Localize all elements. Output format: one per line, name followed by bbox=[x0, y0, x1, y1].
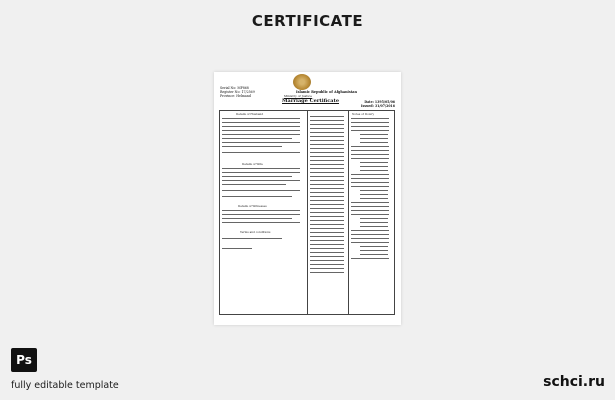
text-line bbox=[360, 194, 388, 195]
register-number: Register No: 17/2569 bbox=[220, 90, 255, 94]
issue-date: Date: 1395/05/06 bbox=[364, 100, 395, 104]
text-line bbox=[360, 226, 388, 227]
text-line bbox=[310, 156, 344, 157]
text-line bbox=[222, 184, 286, 185]
column-divider bbox=[348, 110, 349, 315]
text-line bbox=[360, 190, 388, 191]
text-line bbox=[310, 196, 344, 197]
text-line bbox=[310, 240, 344, 241]
text-line bbox=[222, 196, 292, 197]
text-line bbox=[351, 118, 389, 119]
text-line bbox=[310, 264, 344, 265]
text-line bbox=[310, 180, 344, 181]
section-title: Details of Husband bbox=[236, 112, 264, 116]
text-line bbox=[310, 192, 344, 193]
text-line bbox=[351, 214, 389, 215]
text-line bbox=[222, 218, 292, 219]
text-line bbox=[310, 176, 344, 177]
text-line bbox=[351, 154, 389, 155]
text-line bbox=[310, 160, 344, 161]
meta-right bbox=[361, 100, 395, 108]
text-line bbox=[351, 238, 389, 239]
text-line bbox=[360, 198, 388, 199]
photoshop-icon: Ps bbox=[11, 348, 37, 372]
text-line bbox=[360, 134, 388, 135]
text-line bbox=[222, 134, 300, 135]
text-line bbox=[310, 236, 344, 237]
meta-left bbox=[220, 86, 255, 98]
text-line bbox=[351, 234, 389, 235]
text-line bbox=[351, 146, 389, 147]
text-line bbox=[360, 222, 388, 223]
emblem-seal-icon bbox=[293, 74, 311, 90]
text-line bbox=[360, 254, 388, 255]
serial-number: Serial No: MP868 bbox=[220, 86, 249, 90]
text-line bbox=[222, 138, 292, 139]
text-line bbox=[222, 118, 300, 119]
text-line bbox=[360, 250, 388, 251]
text-line bbox=[310, 172, 344, 173]
section-title: Details of Witnesses bbox=[238, 204, 267, 208]
text-line bbox=[351, 258, 389, 259]
text-line bbox=[351, 126, 389, 127]
caption: fully editable template bbox=[11, 380, 119, 391]
text-line bbox=[310, 204, 344, 205]
text-line bbox=[222, 146, 282, 147]
text-line bbox=[360, 170, 388, 171]
text-line bbox=[351, 122, 389, 123]
text-line bbox=[360, 138, 388, 139]
text-line bbox=[310, 256, 344, 257]
text-line bbox=[351, 210, 389, 211]
text-line bbox=[310, 144, 344, 145]
text-line bbox=[222, 142, 300, 143]
text-line bbox=[351, 130, 389, 131]
text-line bbox=[222, 214, 300, 215]
text-line bbox=[310, 116, 344, 117]
text-line bbox=[310, 120, 344, 121]
text-line bbox=[222, 152, 300, 153]
text-line bbox=[351, 202, 389, 203]
text-line bbox=[222, 126, 300, 127]
text-line bbox=[310, 168, 344, 169]
text-line bbox=[310, 148, 344, 149]
text-line bbox=[310, 128, 344, 129]
text-line bbox=[310, 212, 344, 213]
text-line bbox=[310, 248, 344, 249]
text-line bbox=[222, 238, 282, 239]
text-line bbox=[310, 136, 344, 137]
text-line bbox=[351, 242, 389, 243]
text-line bbox=[310, 252, 344, 253]
text-line bbox=[222, 172, 300, 173]
document-ministry: Ministry of Justice bbox=[284, 94, 312, 98]
text-line bbox=[310, 124, 344, 125]
province: Province: Helmand bbox=[220, 94, 251, 98]
text-line bbox=[360, 218, 388, 219]
text-line bbox=[351, 206, 389, 207]
document-title: Marriage Certificate bbox=[282, 98, 340, 104]
text-line bbox=[310, 200, 344, 201]
text-line bbox=[310, 260, 344, 261]
text-line bbox=[351, 182, 389, 183]
text-line bbox=[222, 248, 252, 249]
text-line bbox=[351, 174, 389, 175]
text-line bbox=[310, 184, 344, 185]
text-line bbox=[222, 190, 300, 191]
text-line bbox=[310, 164, 344, 165]
text-line bbox=[310, 152, 344, 153]
document-country: Islamic Republic of Afghanistan bbox=[296, 90, 357, 94]
section-title: Details of Wife bbox=[242, 162, 263, 166]
text-line bbox=[310, 220, 344, 221]
text-line bbox=[222, 130, 300, 131]
text-line bbox=[351, 186, 389, 187]
text-line bbox=[310, 216, 344, 217]
text-line bbox=[310, 272, 344, 273]
text-line bbox=[310, 140, 344, 141]
text-line bbox=[310, 132, 344, 133]
text-line bbox=[222, 222, 300, 223]
text-line bbox=[222, 176, 292, 177]
text-line bbox=[310, 208, 344, 209]
text-line bbox=[360, 246, 388, 247]
text-line bbox=[310, 268, 344, 269]
page-heading: CERTIFICATE bbox=[251, 12, 364, 30]
certificate-preview bbox=[214, 72, 401, 325]
text-line bbox=[310, 228, 344, 229]
text-line bbox=[351, 150, 389, 151]
text-line bbox=[310, 188, 344, 189]
text-line bbox=[360, 166, 388, 167]
text-line bbox=[351, 178, 389, 179]
text-line bbox=[222, 210, 300, 211]
text-line bbox=[351, 158, 389, 159]
text-line bbox=[310, 244, 344, 245]
section-title: Notes of Dowry bbox=[352, 112, 375, 116]
text-line bbox=[351, 230, 389, 231]
text-line bbox=[222, 180, 300, 181]
brand-logo: schci.ru bbox=[543, 374, 605, 390]
text-line bbox=[310, 232, 344, 233]
section-title: Terms and conditions bbox=[240, 230, 271, 234]
issued-date: Issued: 31/07/2016 bbox=[360, 104, 395, 108]
text-line bbox=[310, 224, 344, 225]
text-line bbox=[360, 162, 388, 163]
text-line bbox=[222, 122, 300, 123]
text-line bbox=[222, 168, 300, 169]
text-line bbox=[360, 142, 388, 143]
column-divider bbox=[307, 110, 308, 315]
